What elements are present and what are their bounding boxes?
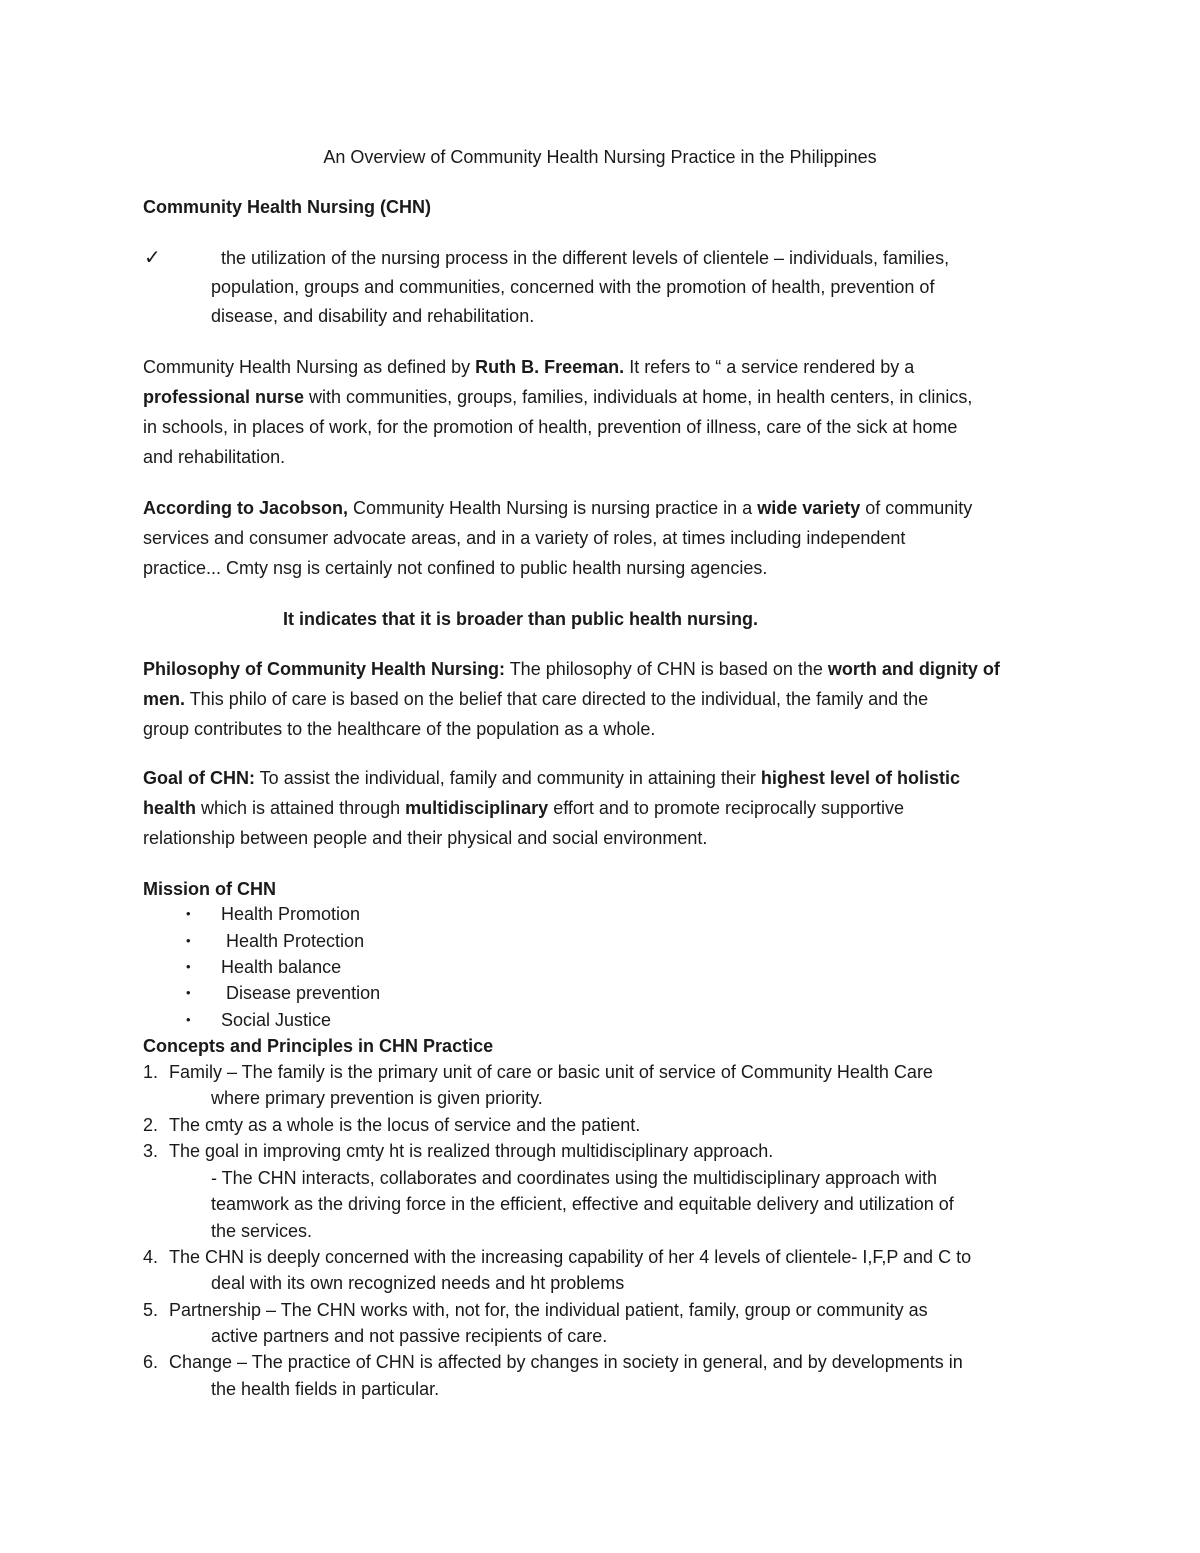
document-title: An Overview of Community Health Nursing Practice in the Philippines <box>323 147 877 167</box>
freeman-paragraph-line-3: in schools, in places of work, for the promotion of health, prevention of illness, care of the sick at home <box>143 417 958 437</box>
mission-item: Health Promotion <box>221 904 361 924</box>
concept-item-6-cont: the health fields in particular. <box>211 1379 440 1399</box>
philosophy-line-2 <box>143 684 928 714</box>
freeman-paragraph-line-4: and rehabilitation. <box>143 447 286 467</box>
bullet-icon: • <box>186 959 191 974</box>
mission-item: Social Justice <box>221 1010 332 1030</box>
philosophy-text: The philosophy of CHN is based on the <box>505 659 828 679</box>
jacobson-text: of community <box>860 498 973 518</box>
freeman-text: Community Health Nursing as defined by <box>143 357 476 377</box>
concept-item-4: The CHN is deeply concerned with the increasing capability of her 4 levels of clientele- I,F,P and C to <box>169 1247 972 1267</box>
philosophy-line-3: group contributes to the healthcare of the population as a whole. <box>143 719 656 739</box>
freeman-paragraph-line-2 <box>143 382 972 412</box>
jacobson-paragraph-line-2: services and consumer advocate areas, and in a variety of roles, at times including independent <box>143 528 906 548</box>
list-number: 1. <box>143 1062 159 1082</box>
broader-statement: It indicates that it is broader than public health nursing. <box>283 609 759 629</box>
men-term: men. <box>143 689 186 709</box>
definition-line-3: disease, and disability and rehabilitation. <box>211 306 535 326</box>
goal-text: To assist the individual, family and community in attaining their <box>255 768 761 788</box>
concept-item-3-sub-3: the services. <box>211 1221 313 1241</box>
concept-item-6: Change – The practice of CHN is affected by changes in society in general, and by developments in <box>169 1352 963 1372</box>
holistic-term: highest level of holistic <box>760 768 960 788</box>
list-number: 3. <box>143 1141 159 1161</box>
jacobson-paragraph-line-1 <box>143 493 972 523</box>
freeman-text: It refers to “ a service rendered by a <box>624 357 915 377</box>
professional-nurse-term: professional nurse <box>143 387 305 407</box>
bullet-icon: • <box>186 985 191 1000</box>
goal-line-3: relationship between people and their physical and social environment. <box>143 828 708 848</box>
mission-item: Disease prevention <box>221 983 381 1003</box>
goal-heading: Goal of CHN: <box>143 768 255 788</box>
mission-item: Health balance <box>221 957 342 977</box>
concept-item-5: Partnership – The CHN works with, not for, the individual patient, family, group or community as <box>169 1300 928 1320</box>
freeman-paragraph-line-1 <box>143 352 914 382</box>
bullet-icon: • <box>186 933 191 948</box>
philosophy-heading: Philosophy of Community Health Nursing: <box>143 659 506 679</box>
list-number: 2. <box>143 1115 159 1135</box>
list-number: 5. <box>143 1300 159 1320</box>
goal-line-1 <box>143 763 960 793</box>
jacobson-name: According to Jacobson, <box>143 498 349 518</box>
goal-text: effort and to promote reciprocally supportive <box>548 798 905 818</box>
concept-item-3: The goal in improving cmty ht is realized through multidisciplinary approach. <box>169 1141 774 1161</box>
concept-item-5-cont: active partners and not passive recipients of care. <box>211 1326 608 1346</box>
mission-heading: Mission of CHN <box>143 879 276 899</box>
jacobson-text: Community Health Nursing is nursing practice in a <box>348 498 758 518</box>
concept-item-3-sub-1: - The CHN interacts, collaborates and coordinates using the multidisciplinary approach with <box>211 1168 938 1188</box>
mission-item: Health Protection <box>221 931 365 951</box>
goal-text: which is attained through <box>196 798 406 818</box>
philosophy-text: This philo of care is based on the belief that care directed to the individual, the family and the <box>185 689 929 709</box>
goal-line-2 <box>143 793 904 823</box>
freeman-text: with communities, groups, families, individuals at home, in health centers, in clinics, <box>304 387 973 407</box>
concepts-heading: Concepts and Principles in CHN Practice <box>143 1036 494 1056</box>
chn-heading: Community Health Nursing (CHN) <box>143 197 431 217</box>
concept-item-2: The cmty as a whole is the locus of service and the patient. <box>169 1115 641 1135</box>
worth-dignity-term: worth and dignity of <box>827 659 1000 679</box>
concept-item-4-cont: deal with its own recognized needs and ht problems <box>211 1273 625 1293</box>
concept-item-3-sub-2: teamwork as the driving force in the efficient, effective and equitable delivery and utilization of <box>211 1194 954 1214</box>
bullet-icon: • <box>186 906 191 921</box>
list-number: 6. <box>143 1352 159 1372</box>
checkmark-icon: ✓ <box>144 247 161 269</box>
wide-variety-term: wide variety <box>757 498 861 518</box>
list-number: 4. <box>143 1247 159 1267</box>
freeman-name: Ruth B. Freeman. <box>475 357 625 377</box>
bullet-icon: • <box>186 1012 191 1027</box>
concept-item-1: Family – The family is the primary unit of care or basic unit of service of Community Health Care <box>169 1062 933 1082</box>
concept-item-1-cont: where primary prevention is given priority. <box>211 1088 543 1108</box>
philosophy-line-1 <box>143 654 1000 684</box>
definition-line-1: the utilization of the nursing process in the different levels of clientele – individuals, families, <box>221 248 950 268</box>
jacobson-paragraph-line-3: practice... Cmty nsg is certainly not confined to public health nursing agencies. <box>143 558 768 578</box>
multidisciplinary-term: multidisciplinary <box>405 798 549 818</box>
definition-line-2: population, groups and communities, concerned with the promotion of health, prevention of <box>211 277 935 297</box>
health-term: health <box>143 798 197 818</box>
